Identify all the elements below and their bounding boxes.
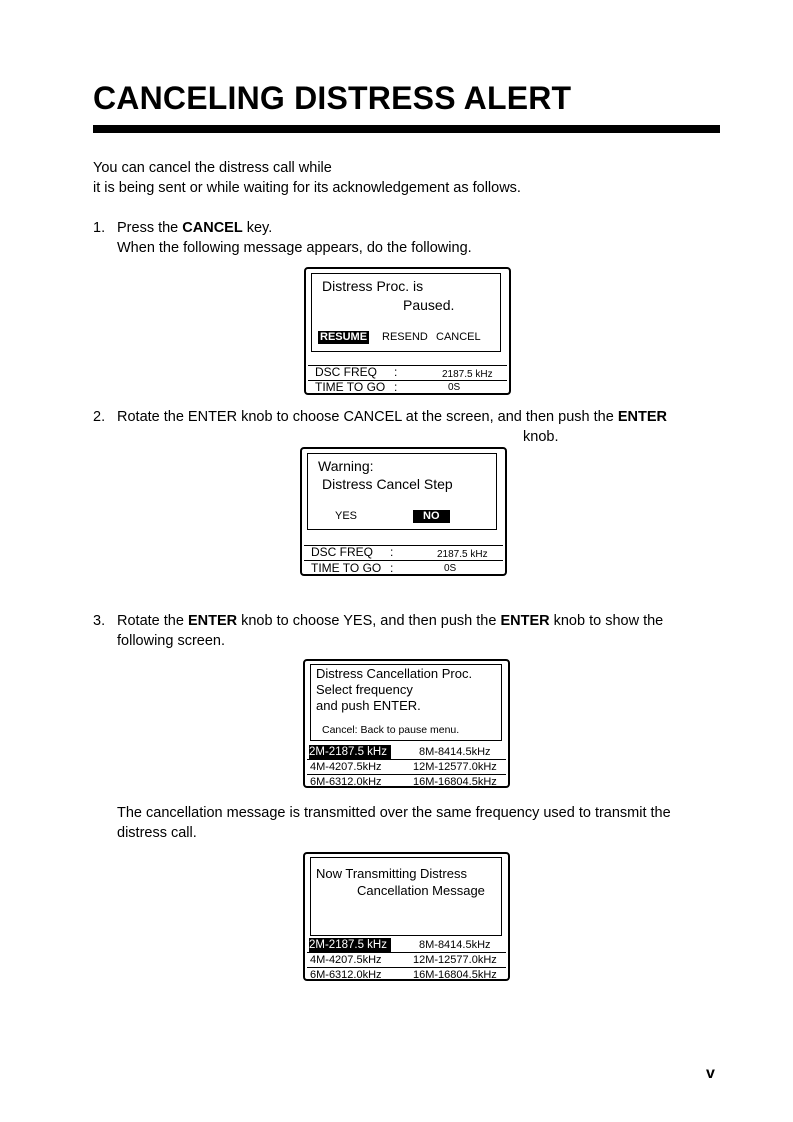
freq-option-6m[interactable]: 6M-6312.0kHz xyxy=(310,776,382,788)
step-3-line-2: following screen. xyxy=(117,633,225,649)
yes-option[interactable]: YES xyxy=(335,510,358,522)
dsc-freq-value: 2187.5 kHz xyxy=(442,369,493,380)
freq-option-2m[interactable]: 2M-2187.5 kHz xyxy=(309,745,391,759)
cancellation-line-3: and push ENTER. xyxy=(316,698,421,713)
screen-warning xyxy=(300,447,507,576)
time-to-go-label: TIME TO GO xyxy=(315,380,386,394)
warning-label: Warning: xyxy=(318,458,374,474)
step-1-text: Press the CANCEL key. xyxy=(117,220,273,236)
freq-option-6m[interactable]: 6M-6312.0kHz xyxy=(310,969,382,981)
dsc-freq-separator: : xyxy=(394,365,398,379)
step-1-number: 1. xyxy=(93,220,106,236)
cancel-msg-line-1: The cancellation message is transmitted over the same frequency used to transmit the xyxy=(117,805,671,821)
freq-option-16m[interactable]: 16M-16804.5kHz xyxy=(413,776,497,788)
freq-option-4m[interactable]: 4M-4207.5kHz xyxy=(310,954,382,966)
cancel-msg-line-2: distress call. xyxy=(117,825,197,841)
time-to-go-separator: : xyxy=(394,380,398,394)
freq-row-divider-1 xyxy=(307,952,506,953)
time-to-go-value: 0S xyxy=(448,382,461,393)
screen-paused-line-1: Distress Proc. is xyxy=(322,278,424,294)
time-to-go-label-2: TIME TO GO xyxy=(311,561,382,575)
time-to-go-value-2: 0S xyxy=(444,563,457,574)
cancellation-line-2: Select frequency xyxy=(316,682,413,697)
time-to-go-separator-2: : xyxy=(390,561,394,575)
screen-cancellation-proc xyxy=(303,659,510,788)
dsc-freq-value-2: 2187.5 kHz xyxy=(437,549,488,560)
step-3-text: Rotate the ENTER knob to choose YES, and then push the ENTER knob to show the xyxy=(117,613,664,629)
freq-option-12m[interactable]: 12M-12577.0kHz xyxy=(413,761,497,773)
step-3-number: 3. xyxy=(93,613,106,629)
cancel-key: CANCEL xyxy=(182,220,243,236)
dsc-freq-label: DSC FREQ xyxy=(315,365,378,379)
page-number: v xyxy=(706,1065,715,1082)
resume-option[interactable]: RESUME xyxy=(320,331,368,343)
freq-option-16m[interactable]: 16M-16804.5kHz xyxy=(413,969,497,981)
warning-message: Distress Cancel Step xyxy=(322,476,453,492)
freq-option-12m[interactable]: 12M-12577.0kHz xyxy=(413,954,497,966)
freq-row-divider-1 xyxy=(307,759,506,760)
screen-transmitting xyxy=(303,852,510,981)
freq-row-divider-2 xyxy=(307,967,506,968)
enter-key: ENTER xyxy=(617,409,667,425)
freq-row-divider-2 xyxy=(307,774,506,775)
page-title: CANCELING DISTRESS ALERT xyxy=(93,80,572,116)
intro-line-1: You can cancel the distress call while xyxy=(93,160,332,176)
step-2-number: 2. xyxy=(93,409,106,425)
freq-option-8m[interactable]: 8M-8414.5kHz xyxy=(419,746,491,758)
cancel-option[interactable]: CANCEL xyxy=(436,331,481,343)
intro-line-2: it is being sent or while waiting for its acknowledgement as follows. xyxy=(93,180,521,196)
cancellation-note: Cancel: Back to pause menu. xyxy=(322,724,460,736)
step-1-line-2: When the following message appears, do the following. xyxy=(117,240,472,256)
step-2-line-2: knob. xyxy=(523,429,559,445)
transmitting-line-2: Cancellation Message xyxy=(357,883,485,898)
no-option[interactable]: NO xyxy=(413,510,450,523)
freq-option-4m[interactable]: 4M-4207.5kHz xyxy=(310,761,382,773)
cancellation-line-1: Distress Cancellation Proc. xyxy=(316,666,473,681)
screen-paused xyxy=(304,267,511,395)
freq-option-8m[interactable]: 8M-8414.5kHz xyxy=(419,939,491,951)
dsc-freq-separator-2: : xyxy=(390,545,394,559)
freq-option-2m[interactable]: 2M-2187.5 kHz xyxy=(309,938,391,952)
resend-option[interactable]: RESEND xyxy=(382,331,428,343)
transmitting-line-1: Now Transmitting Distress xyxy=(316,866,467,881)
dsc-freq-label-2: DSC FREQ xyxy=(311,545,374,559)
screen-paused-line-2: Paused. xyxy=(403,297,455,313)
title-rule xyxy=(93,125,720,133)
step-2-text: Rotate the ENTER knob to choose CANCEL at the screen, and then push the ENTER xyxy=(117,409,667,425)
